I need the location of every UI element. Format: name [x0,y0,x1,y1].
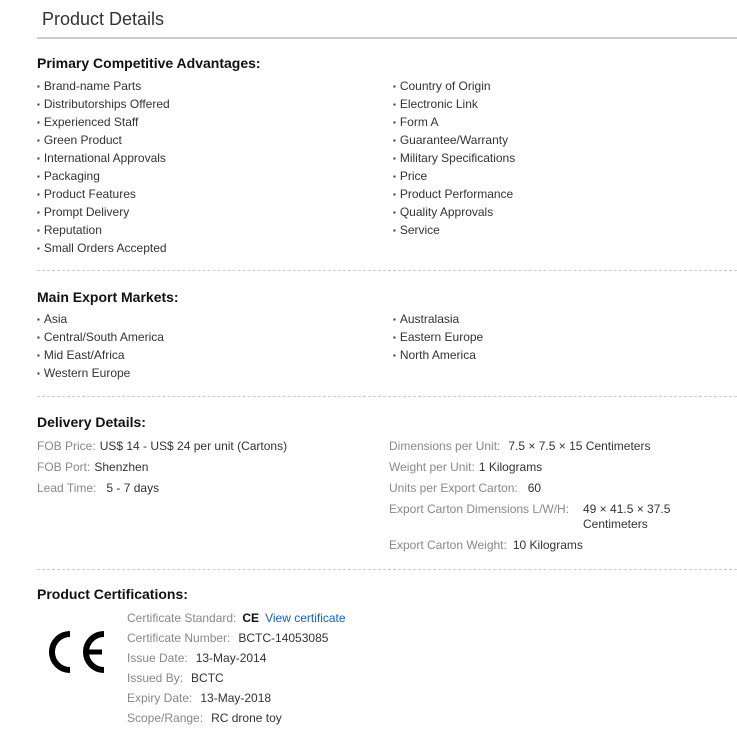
issued-by [127,670,224,686]
fob-price-value: US$ 14 - US$ 24 per unit (Cartons) [99,439,288,453]
dimensions-value: 7.5 × 7.5 × 15 Centimeters [508,439,651,453]
fob-price-label: FOB Price: [37,439,96,453]
list-item: ▪ Western Europe [37,364,164,382]
list-item: ▪ Reputation [37,221,170,239]
markets-list-right [393,310,483,364]
lead-time-value: 5 - 7 days [106,481,160,495]
dimensions-per-unit [389,438,650,454]
list-item: ▪ Price [393,167,515,185]
lead-time-label: Lead Time: [37,481,97,495]
markets-heading: Main Export Markets: [37,289,179,305]
number-label: Certificate Number: [127,631,231,645]
list-item: ▪ Product Performance [393,185,515,203]
list-item: ▪ Eastern Europe [393,328,483,346]
units-label: Units per Export Carton: [389,481,518,495]
section-divider [37,270,737,271]
list-item: ▪ Small Orders Accepted [37,239,170,257]
list-item: ▪ Service [393,221,515,239]
issue-label: Issue Date: [127,651,188,665]
advantages-list-left [37,77,170,257]
list-item: ▪ Product Features [37,185,170,203]
list-item: ▪ Green Product [37,131,170,149]
weight-value: 1 Kilograms [478,460,543,474]
scope-value: RC drone toy [211,711,282,725]
list-item: ▪ Prompt Delivery [37,203,170,221]
units-per-carton [389,480,541,496]
fob-port-value: Shenzhen [94,460,149,474]
carton-weight-value: 10 Kilograms [512,538,583,552]
list-item: ▪ Asia [37,310,164,328]
list-item: ▪ Packaging [37,167,170,185]
advantages-list-right [393,77,515,239]
expiry-date [127,690,271,706]
issue-value: 13-May-2014 [195,651,267,665]
list-item: ▪ Mid East/Africa [37,346,164,364]
expiry-label: Expiry Date: [127,691,193,705]
list-item: ▪ Experienced Staff [37,113,170,131]
issued-by-value: BCTC [191,671,224,685]
weight-label: Weight per Unit: [389,460,475,474]
page-title: Product Details [42,9,165,29]
expiry-value: 13-May-2018 [200,691,272,705]
delivery-heading: Delivery Details: [37,414,146,430]
standard-value: CE [242,611,260,625]
carton-dim-value-1: 49 × 41.5 × 37.5 [583,502,671,516]
ce-mark-logo [46,628,108,676]
markets-list-left [37,310,164,382]
fob-price [37,438,287,454]
list-item: ▪ Brand-name Parts [37,77,170,95]
certificate-number [127,630,328,646]
list-item: ▪ North America [393,346,483,364]
scope-range [127,710,282,726]
dimensions-label: Dimensions per Unit: [389,439,501,453]
advantages-heading: Primary Competitive Advantages: [37,55,261,71]
list-item: ▪ Military Specifications [393,149,515,167]
number-value: BCTC-14053085 [238,631,329,645]
export-carton-weight [389,537,583,553]
fob-port-label: FOB Port: [37,460,91,474]
list-item: ▪ Central/South America [37,328,164,346]
certificate-standard [127,610,346,626]
title-divider [37,37,737,39]
list-item: ▪ International Approvals [37,149,170,167]
issued-by-label: Issued By: [127,671,184,685]
view-certificate-link[interactable]: View certificate [265,611,346,625]
export-carton-dimensions [389,501,569,517]
fob-port [37,459,148,475]
section-divider [37,396,737,397]
list-item: ▪ Distributorships Offered [37,95,170,113]
weight-per-unit [389,459,542,475]
carton-weight-label: Export Carton Weight: [389,538,507,552]
carton-dim-value-2: Centimeters [583,517,648,531]
list-item: ▪ Country of Origin [393,77,515,95]
lead-time [37,480,159,496]
section-divider [37,569,737,570]
list-item: ▪ Guarantee/Warranty [393,131,515,149]
carton-dim-label: Export Carton Dimensions L/W/H: [389,502,570,516]
units-value: 60 [527,481,542,495]
list-item: ▪ Electronic Link [393,95,515,113]
list-item: ▪ Australasia [393,310,483,328]
standard-label: Certificate Standard: [127,611,237,625]
scope-label: Scope/Range: [127,711,204,725]
list-item: ▪ Form A [393,113,515,131]
list-item: ▪ Quality Approvals [393,203,515,221]
issue-date [127,650,266,666]
certifications-heading: Product Certifications: [37,586,188,602]
